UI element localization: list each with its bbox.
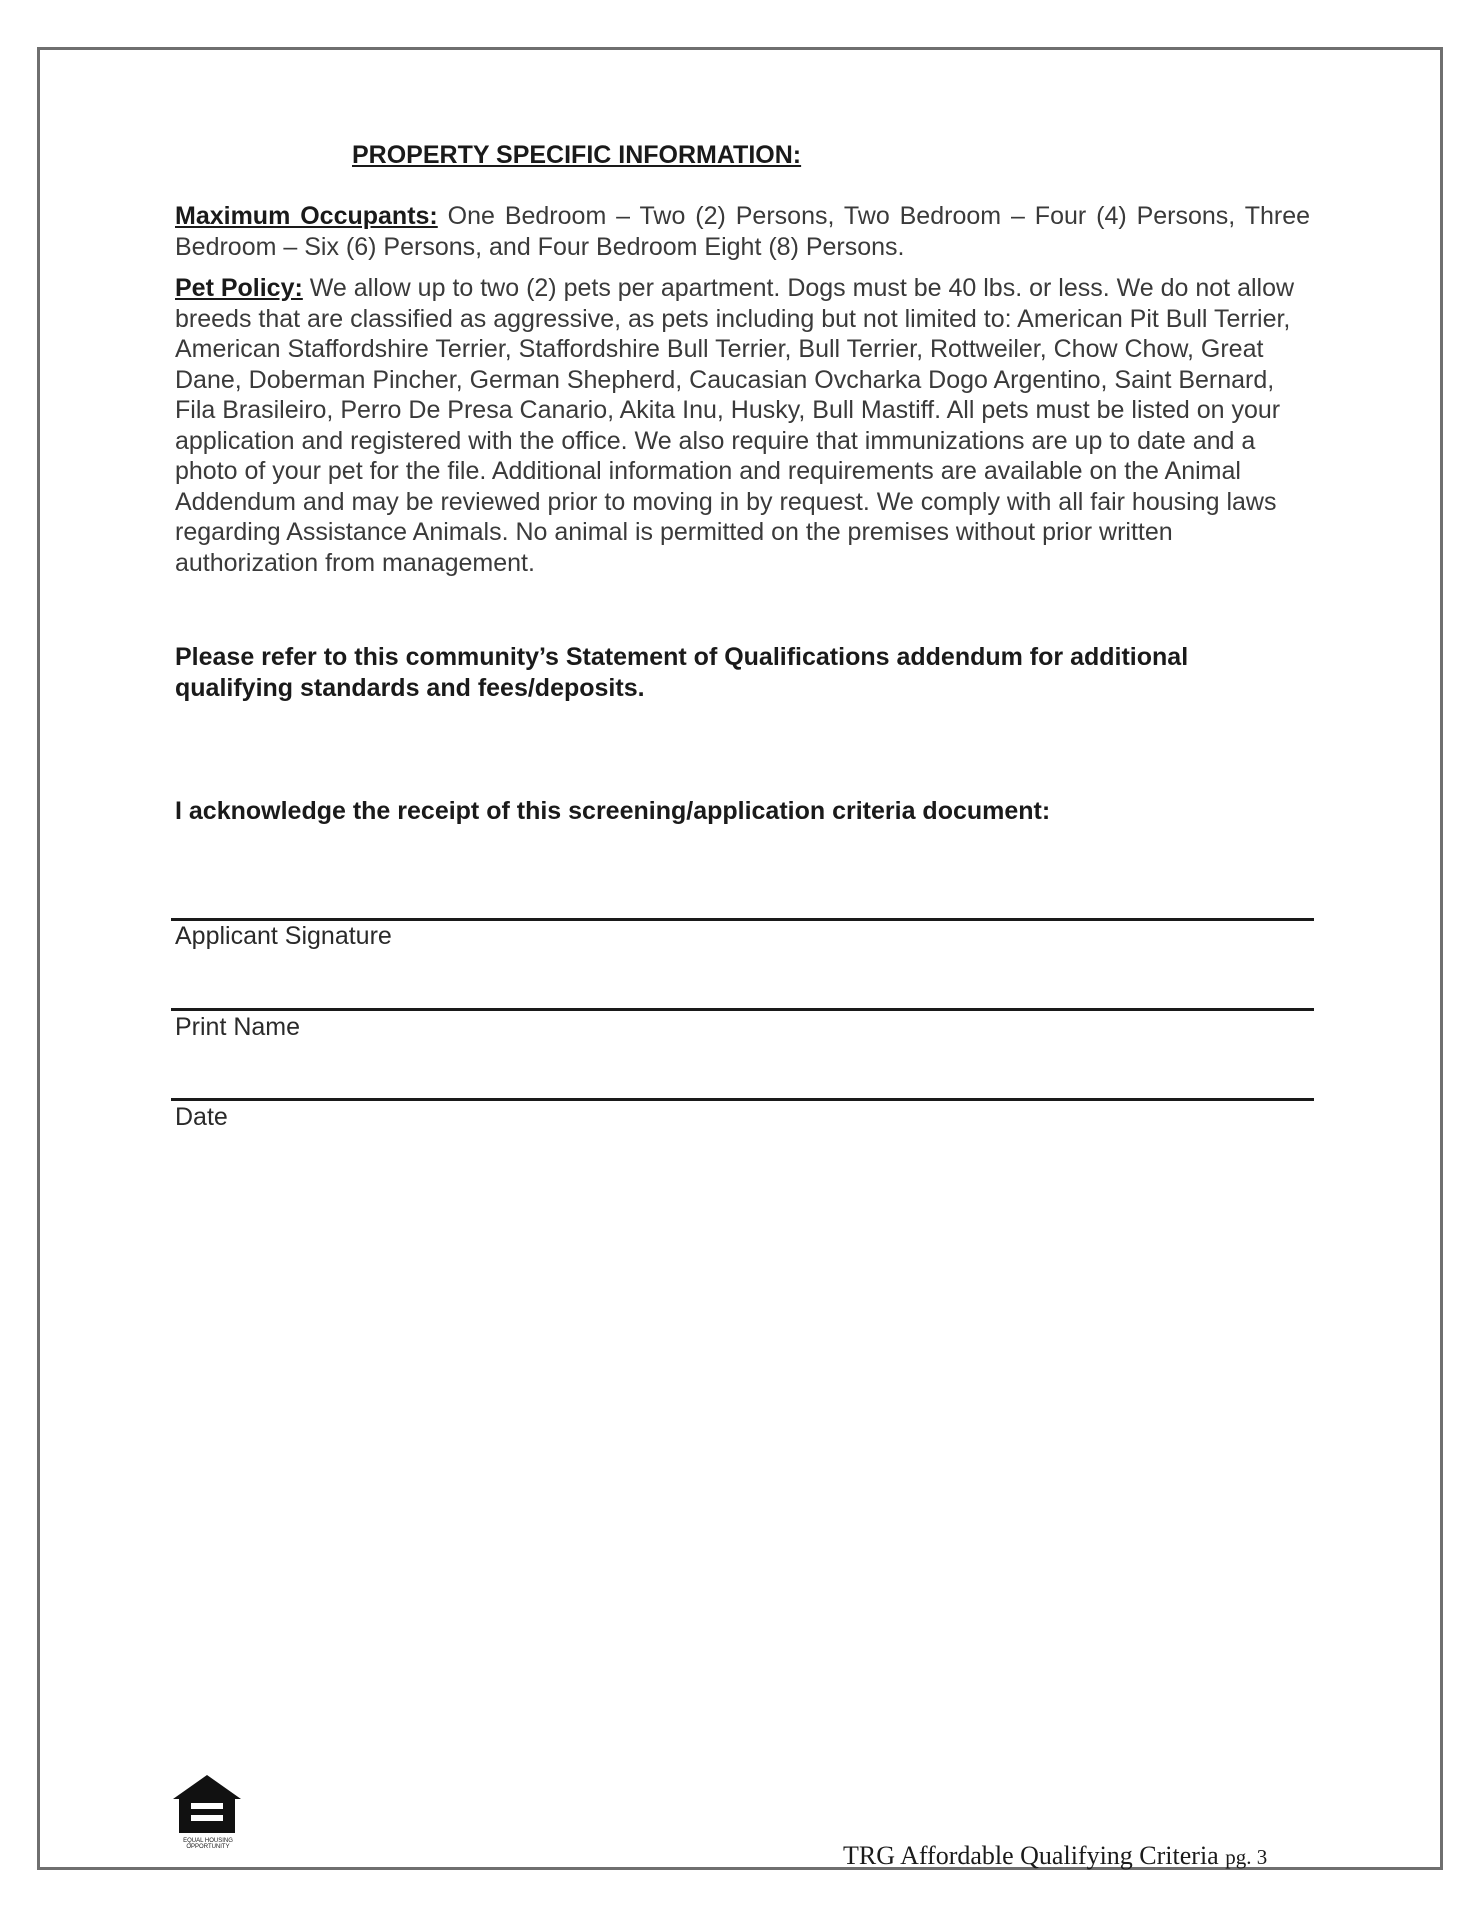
applicant-signature-label: Applicant Signature xyxy=(175,922,392,950)
applicant-signature-line[interactable] xyxy=(171,918,1314,921)
pet-policy-text: We allow up to two (2) pets per apartment. Dogs must be 40 lbs. or less. We do not allow breeds that are classified as aggressive, as pets including but not limited to: American Pit Bull Terrier, American Staffordshire Terrier, Staffordshire Bull Terrier, Bull Terrier, Rottweiler, Chow Chow, Great Dane, Doberman Pincher, German Shepherd, Caucasian Ovcharka Dogo Argentino, Saint Bernard, Fila Brasileiro, Perro De Presa Canario, Akita Inu, Husky, Bull Mastiff. All pets must be listed on your application and registered with the office. We also require that immunizations are up to date and a photo of your pet for the file. Additional information and requirements are available on the Animal Addendum and may be reviewed prior to moving in by request. We comply with all fair housing laws regarding Assistance Animals. No animal is permitted on the premises without prior written authorization from management. xyxy=(175,274,1295,577)
footer-title: TRG Affordable Qualifying Criteria xyxy=(843,1841,1219,1870)
pet-policy-label: Pet Policy: xyxy=(175,274,303,302)
acknowledgement-statement: I acknowledge the receipt of this screening/application criteria document: xyxy=(175,797,1051,825)
qualifications-note: Please refer to this community’s Statement of Qualifications addendum for additional qualifying standards and fees/deposits. xyxy=(175,643,1189,702)
maximum-occupants-text: One Bedroom – Two (2) Persons, Two Bedroom – Four (4) Persons, Three Bedroom – Six (6) Persons, and Four Bedroom Eight (8) Persons. xyxy=(175,202,1311,261)
equal-housing-opportunity-text: EQUAL HOUSING OPPORTUNITY xyxy=(183,1838,233,1850)
section-heading: PROPERTY SPECIFIC INFORMATION: xyxy=(352,141,802,169)
maximum-occupants-label: Maximum Occupants: xyxy=(175,202,438,230)
print-name-label: Print Name xyxy=(175,1013,301,1041)
pet-policy-paragraph xyxy=(175,273,1310,578)
page-number: pg. 3 xyxy=(1225,1845,1268,1869)
page-footer xyxy=(843,1841,1267,1871)
print-name-line[interactable] xyxy=(171,1008,1314,1011)
date-line[interactable] xyxy=(171,1098,1314,1101)
date-label: Date xyxy=(175,1103,228,1131)
maximum-occupants-paragraph xyxy=(175,201,1310,262)
